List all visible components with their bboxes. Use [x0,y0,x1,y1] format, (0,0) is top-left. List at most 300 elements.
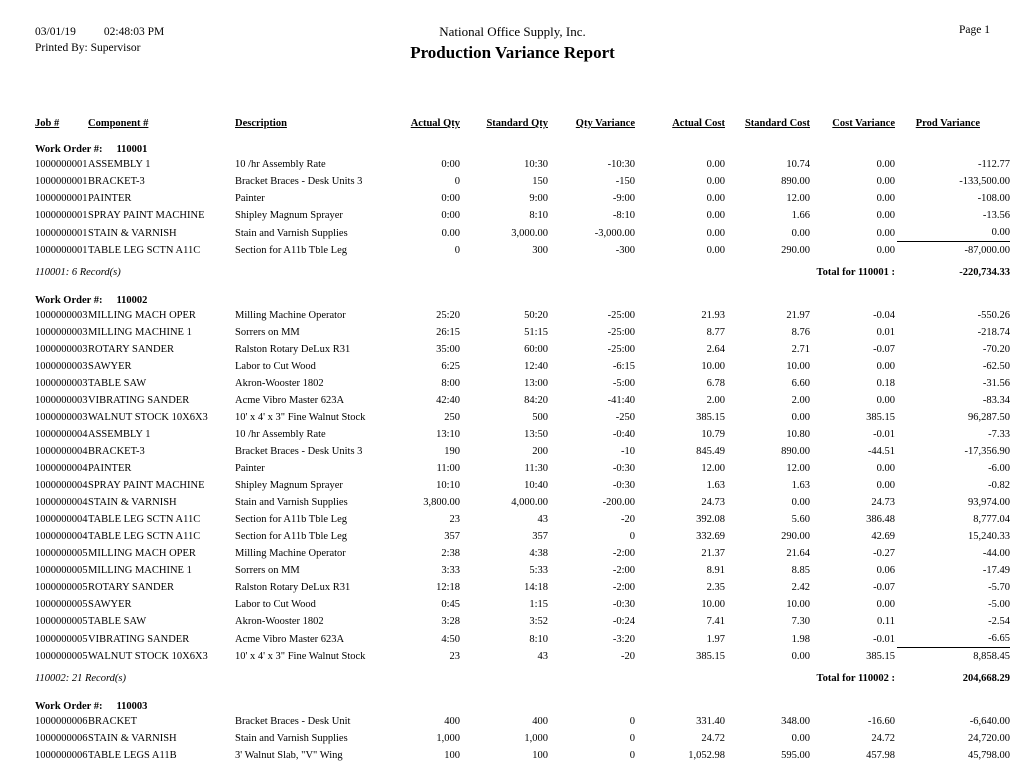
table-cell: 0.00 [791,227,810,239]
table-cell: -3,000.00 [594,227,635,239]
table-cell: -0.01 [873,429,895,440]
table-cell: 0.18 [876,378,895,389]
table-cell: 8.85 [791,565,810,576]
table-cell: PAINTER [88,193,132,204]
table-cell: -10 [621,446,635,457]
total-label: Total for 110002 : [816,673,895,684]
column-header: Component # [88,118,149,129]
table-cell: Akron-Wooster 1802 [235,378,324,389]
table-cell: 26:15 [436,327,460,338]
table-cell: 10.00 [701,361,725,372]
table-cell: 8:10 [529,210,548,221]
table-cell: TABLE SAW [88,378,147,389]
table-cell: 7.30 [791,616,810,627]
table-cell: 0.00 [706,193,725,204]
table-cell: -0:30 [612,463,635,474]
table-cell: BRACKET [88,716,138,727]
table-row [35,324,1010,341]
record-count: 110002: 21 Record(s) [35,673,126,684]
table-cell: -7.33 [988,429,1010,440]
table-cell: 0.00 [876,463,895,474]
table-cell: WALNUT STOCK 10X6X3 [88,412,208,423]
table-cell: SPRAY PAINT MACHINE [88,210,205,221]
table-cell: 400 [532,716,548,727]
table-cell: 290.00 [781,531,810,542]
table-cell: 10:40 [524,480,548,491]
table-cell: Painter [235,463,265,474]
total-value: -220,734.33 [959,267,1010,278]
table-cell: 0.00 [876,361,895,372]
table-cell: -87,000.00 [897,242,1010,260]
table-row [35,341,1010,358]
table-cell: 0.00 [791,412,810,423]
table-cell: -0:30 [612,599,635,610]
table-cell: VIBRATING SANDER [88,395,190,406]
table-cell: 3' Walnut Slab, "V" Wing [235,750,343,761]
table-cell: -2:00 [612,548,635,559]
table-cell: 250 [444,412,460,423]
table-cell: 3:28 [441,616,460,627]
table-row [35,596,1010,613]
table-cell: -5.00 [988,599,1010,610]
table-cell: Section for A11b Tble Leg [235,245,347,256]
table-cell: 3:52 [529,616,548,627]
table-cell: 385.15 [866,412,895,423]
table-cell: 385.15 [696,412,725,423]
work-order-number: 110002 [116,295,148,306]
table-cell: -0.82 [988,480,1010,491]
table-cell: 24.73 [701,497,725,508]
table-cell: 11:30 [524,463,548,474]
work-order-header-row [35,281,1010,307]
table-cell: 24.73 [871,497,895,508]
printed-by-label: Printed By: [35,42,88,54]
table-cell: 1000000003 [35,310,88,321]
table-row [35,494,1010,511]
table-cell: -2:00 [612,565,635,576]
table-cell: 45,798.00 [968,750,1010,761]
table-cell: 10' x 4' x 3" Fine Walnut Stock [235,412,366,423]
column-header: Standard Cost [744,118,810,129]
table-cell: TABLE LEG SCTN A11C [88,514,201,525]
table-cell: 1000000004 [35,514,88,525]
table-cell: ASSEMBLY 1 [88,159,151,170]
column-header: Job # [35,118,60,129]
table-cell: 1000000003 [35,344,88,355]
variance-table [35,112,1010,764]
table-cell: 93,974.00 [968,497,1010,508]
table-cell: 14:18 [524,582,548,593]
table-cell: 332.69 [696,531,725,542]
table-cell: Bracket Braces - Desk Unit [235,716,351,727]
table-cell: 9:00 [529,193,548,204]
table-cell: 84:20 [524,395,548,406]
table-cell: 43 [537,514,548,525]
table-row [35,156,1010,173]
table-cell: -16.60 [867,716,895,727]
table-cell: 0.00 [791,651,810,662]
table-cell: 1000000003 [35,327,88,338]
table-cell: 24,720.00 [968,733,1010,744]
work-order-header-row [35,687,1010,713]
table-cell: 10 /hr Assembly Rate [235,159,326,170]
table-cell: -20 [621,514,635,525]
table-cell: 0:00 [441,159,460,170]
table-cell: 12:40 [524,361,548,372]
table-cell: 10.74 [786,159,810,170]
table-cell: 150 [532,176,548,187]
report-title: Production Variance Report [410,43,615,62]
table-cell: 357 [444,531,460,542]
table-cell: 1000000003 [35,395,88,406]
table-cell: -13.56 [982,210,1010,221]
table-cell: 4:38 [529,548,548,559]
table-cell: 1,000 [436,733,460,744]
table-cell: Milling Machine Operator [235,310,346,321]
table-cell: 1000000001 [35,245,88,256]
table-cell: -17,356.90 [964,446,1010,457]
table-cell: 2.42 [791,582,810,593]
group-footer-row [35,259,1010,281]
table-cell: 0.00 [706,159,725,170]
table-cell: 4,000.00 [511,497,548,508]
table-cell: 0.00 [706,176,725,187]
table-cell: -62.50 [982,361,1010,372]
table-cell: 8,777.04 [973,514,1010,525]
table-cell: 13:00 [524,378,548,389]
table-cell: 8:10 [529,633,548,645]
table-cell: 0 [629,733,635,744]
table-cell: 43 [537,651,548,662]
company-name: National Office Supply, Inc. [439,24,586,39]
table-cell: Ralston Rotary DeLux R31 [235,582,351,593]
table-cell: 42.69 [871,531,895,542]
table-cell: 10.80 [786,429,810,440]
table-cell: 6.78 [706,378,725,389]
table-cell: 0:45 [441,599,460,610]
table-cell: TABLE SAW [88,616,147,627]
table-cell: 51:15 [524,327,548,338]
table-cell: 25:20 [436,310,460,321]
table-cell: 0.00 [876,176,895,187]
report-header [0,0,1025,76]
table-row [35,443,1010,460]
table-cell: 21.37 [701,548,725,559]
table-cell: 0.00 [876,210,895,221]
table-cell: 2.35 [706,582,725,593]
table-cell: PAINTER [88,463,132,474]
table-row [35,511,1010,528]
total-label: Total for 110001 : [816,267,895,278]
table-cell: 3:33 [441,565,460,576]
table-cell: 0:00 [441,210,460,221]
table-cell: -17.49 [982,565,1010,576]
printed-by-value: Supervisor [90,42,141,54]
table-cell: -108.00 [977,193,1010,204]
table-cell: 2.00 [706,395,725,406]
table-cell: 100 [532,750,548,761]
table-cell: MILLING MACH OPER [88,548,196,559]
report-date: 03/01/19 [35,26,76,38]
table-cell: -44.00 [982,548,1010,559]
table-row [35,747,1010,764]
work-order-label: Work Order #: [35,295,103,306]
table-cell: -3:20 [612,633,635,645]
table-row [35,562,1010,579]
table-cell: 10.00 [701,599,725,610]
table-cell: -0.04 [873,310,895,321]
table-row [35,545,1010,562]
table-cell: 300 [532,245,548,256]
table-row [35,460,1010,477]
table-cell: 331.40 [696,716,725,727]
table-cell: 23 [449,514,460,525]
table-cell: -300 [615,245,635,256]
table-cell: 21.64 [786,548,810,559]
table-cell: Sorrers on MM [235,565,300,576]
table-cell: 386.48 [866,514,895,525]
table-cell: -20 [621,651,635,662]
table-cell: 11:00 [436,463,460,474]
table-cell: 0 [629,716,635,727]
table-cell: -5.70 [988,582,1010,593]
table-cell: 0.00 [991,227,1010,238]
table-cell: TABLE LEG SCTN A11C [88,531,201,542]
table-cell: Stain and Varnish Supplies [235,733,348,744]
table-cell: 6:25 [441,361,460,372]
table-cell: 15,240.33 [968,531,1010,542]
table-cell: TABLE LEGS A11B [88,750,177,761]
table-cell: Bracket Braces - Desk Units 3 [235,446,363,457]
table-cell: 21.93 [701,310,725,321]
table-cell: 1000000005 [35,565,88,576]
table-cell: 1000000006 [35,733,88,744]
column-header: Qty Variance [575,118,635,129]
table-cell: MILLING MACHINE 1 [88,565,192,576]
table-cell: SAWYER [88,361,132,372]
table-cell: 0.06 [876,565,895,576]
table-cell: 0.00 [706,227,725,239]
table-cell: 0 [454,245,460,256]
table-cell: 1000000001 [35,193,88,204]
table-cell: 10 /hr Assembly Rate [235,429,326,440]
table-cell: 290.00 [781,245,810,256]
table-cell: -250 [615,412,635,423]
table-cell: 1000000005 [35,582,88,593]
table-cell: Acme Vibro Master 623A [235,633,345,645]
table-cell: 1,000 [524,733,548,744]
table-cell: -0.07 [873,582,895,593]
table-cell: -0.27 [873,548,895,559]
table-cell: 4:50 [441,633,460,645]
table-cell: -6.65 [988,633,1010,644]
table-cell: 0.00 [791,733,810,744]
table-cell: TABLE LEG SCTN A11C [88,245,201,256]
table-cell: Milling Machine Operator [235,548,346,559]
table-cell: -25:00 [607,327,635,338]
table-row [35,613,1010,630]
table-cell: 400 [444,716,460,727]
table-cell: 1000000004 [35,531,88,542]
table-cell: 0 [629,750,635,761]
table-cell: WALNUT STOCK 10X6X3 [88,651,208,662]
table-cell: 1.66 [791,210,810,221]
table-cell: Shipley Magnum Sprayer [235,210,343,221]
table-cell: 7.41 [706,616,725,627]
table-cell: 1.98 [791,633,810,645]
table-cell: -6:15 [612,361,635,372]
table-cell: 1000000005 [35,548,88,559]
table-cell: 42:40 [436,395,460,406]
table-row [35,242,1010,260]
table-cell: 0.00 [876,395,895,406]
table-cell: 1000000001 [35,159,88,170]
table-cell: 10.00 [786,361,810,372]
work-order-label: Work Order #: [35,144,103,155]
table-cell: 0.00 [876,193,895,204]
table-cell: Bracket Braces - Desk Units 3 [235,176,363,187]
table-cell: Section for A11b Tble Leg [235,514,347,525]
table-row [35,224,1010,242]
table-cell: 60:00 [524,344,548,355]
table-cell: -150 [615,176,635,187]
table-cell: 2:38 [441,548,460,559]
table-cell: 1.63 [706,480,725,491]
column-header-row [35,112,1010,130]
page-number: Page 1 [959,24,990,36]
table-cell: 10' x 4' x 3" Fine Walnut Stock [235,651,366,662]
table-cell: STAIN & VARNISH [88,227,177,239]
table-cell: -10:30 [607,159,635,170]
column-header: Cost Variance [832,118,895,129]
table-cell: 24.72 [871,733,895,744]
table-cell: Akron-Wooster 1802 [235,616,324,627]
table-cell: 0.01 [876,327,895,338]
table-cell: Section for A11b Tble Leg [235,531,347,542]
table-cell: 1000000004 [35,480,88,491]
table-row [35,375,1010,392]
table-cell: 1000000006 [35,750,88,761]
table-cell: ASSEMBLY 1 [88,429,151,440]
table-cell: BRACKET-3 [88,176,145,187]
table-row [35,426,1010,443]
table-cell: 8:00 [441,378,460,389]
table-row [35,307,1010,324]
table-row [35,730,1010,747]
table-cell: STAIN & VARNISH [88,497,177,508]
table-cell: 1,052.98 [688,750,725,761]
table-cell: -25:00 [607,310,635,321]
table-row [35,173,1010,190]
table-cell: 21.97 [786,310,810,321]
table-cell: 0:00 [441,193,460,204]
table-cell: 1000000005 [35,633,88,645]
table-row [35,392,1010,409]
table-cell: ROTARY SANDER [88,344,174,355]
table-cell: Stain and Varnish Supplies [235,497,348,508]
table-cell: 1000000001 [35,227,88,239]
work-order-header-row [35,130,1010,156]
table-cell: 24.72 [701,733,725,744]
table-cell: 3,000.00 [511,227,548,239]
table-cell: -8:10 [612,210,635,221]
table-row [35,579,1010,596]
table-cell: -0.07 [873,344,895,355]
work-order-number: 110003 [116,701,148,712]
column-header: Actual Qty [410,118,460,129]
table-cell: 12.00 [701,463,725,474]
table-cell: VIBRATING SANDER [88,633,190,645]
table-cell: 348.00 [781,716,810,727]
table-cell: SPRAY PAINT MACHINE [88,480,205,491]
table-cell: 1000000005 [35,599,88,610]
table-cell: 23 [449,651,460,662]
table-cell: 845.49 [696,446,725,457]
table-cell: 12.00 [786,463,810,474]
table-cell: 1000000005 [35,616,88,627]
table-cell: 1000000004 [35,463,88,474]
table-cell: 0.11 [877,616,895,627]
table-row [35,358,1010,375]
table-row [35,477,1010,494]
table-cell: 6.60 [791,378,810,389]
table-cell: -6.00 [988,463,1010,474]
table-cell: -6,640.00 [969,716,1010,727]
table-row [35,207,1010,224]
table-cell: Sorrers on MM [235,327,300,338]
report-time: 02:48:03 PM [103,26,165,38]
table-cell: 1000000003 [35,412,88,423]
table-cell: 0.00 [441,227,460,239]
table-cell: Acme Vibro Master 623A [235,395,345,406]
table-cell: 500 [532,412,548,423]
record-count: 110001: 6 Record(s) [35,267,121,278]
table-cell: 0.00 [706,210,725,221]
table-cell: 190 [444,446,460,457]
table-cell: 1000000005 [35,651,88,662]
report-titles [0,24,1025,63]
table-cell: -2:00 [612,582,635,593]
table-cell: BRACKET-3 [88,446,145,457]
table-cell: 13:50 [524,429,548,440]
table-cell: Painter [235,193,265,204]
table-cell: -0:30 [612,480,635,491]
table-cell: 2.71 [791,344,810,355]
table-row [35,713,1010,730]
table-cell: 1000000001 [35,176,88,187]
table-cell: 1:15 [529,599,548,610]
table-row [35,648,1010,666]
table-cell: 1000000003 [35,378,88,389]
table-cell: 0.00 [876,599,895,610]
table-row [35,528,1010,545]
table-cell: 0.00 [791,497,810,508]
table-cell: 1000000004 [35,497,88,508]
table-cell: 96,287.50 [968,412,1010,423]
table-cell: 50:20 [524,310,548,321]
table-cell: -0:40 [612,429,635,440]
table-cell: 1.97 [706,633,725,645]
table-cell: 890.00 [781,176,810,187]
table-cell: 10:10 [436,480,460,491]
table-cell: 1000000006 [35,716,88,727]
work-order-number: 110001 [116,144,148,155]
table-row [35,409,1010,426]
table-cell: -550.26 [977,310,1010,321]
table-cell: -218.74 [977,327,1010,338]
table-cell: 0.00 [876,480,895,491]
table-cell: 12.00 [786,193,810,204]
